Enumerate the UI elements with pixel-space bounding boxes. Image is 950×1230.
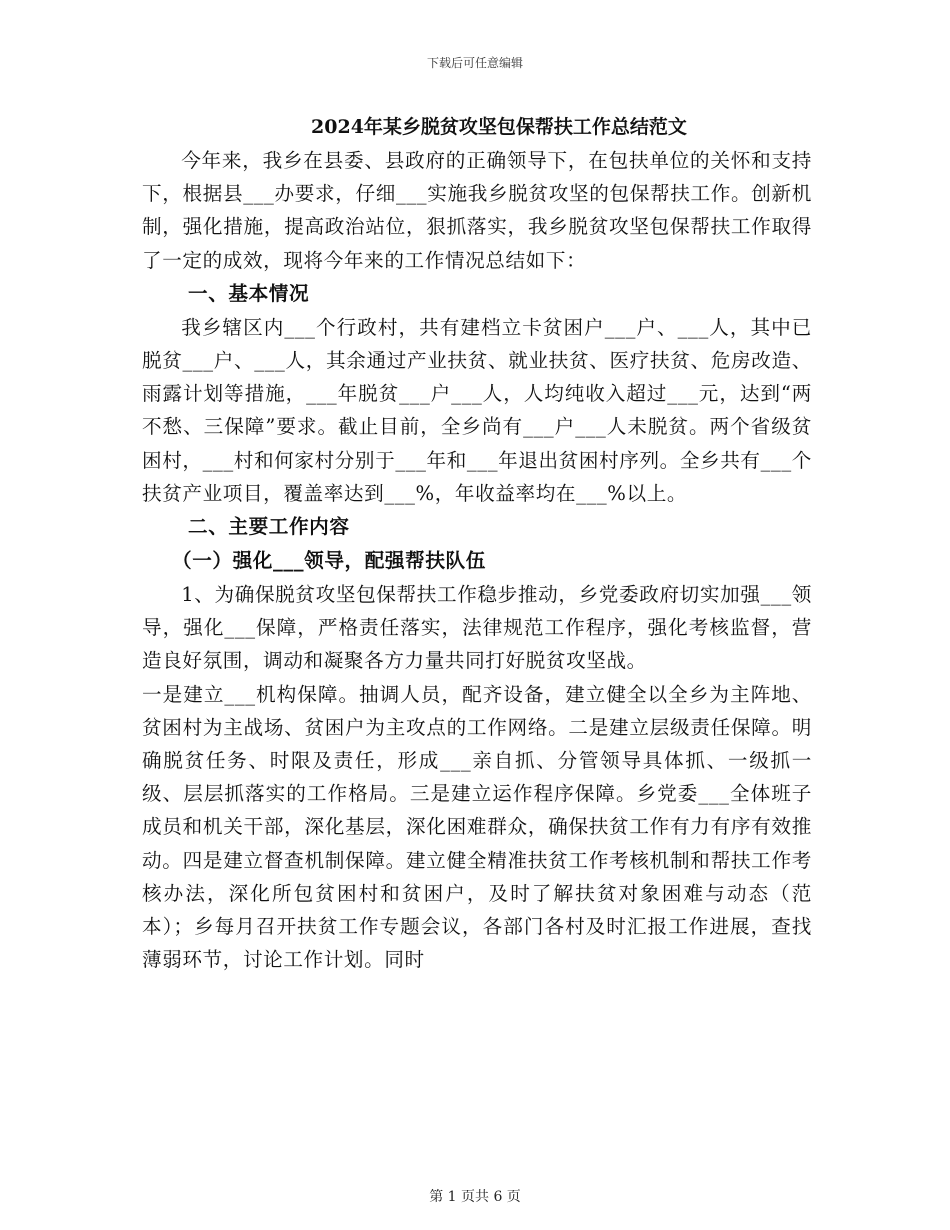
document-title: 2024年某乡脱贫攻坚包保帮扶工作总结范文 xyxy=(311,116,687,138)
page-number-footer: 第 1 页共 6 页 xyxy=(429,1189,521,1205)
page-header-note: 下载后可任意编辑 xyxy=(426,56,523,70)
section-heading-basic-situation: 一、基本情况 xyxy=(188,281,310,305)
subsection-heading-leadership: （一）强化___领导，配强帮扶队伍 xyxy=(172,549,486,573)
intro-paragraph: 今年来，我乡在县委、县政府的正确领导下，在包扶单位的关怀和支持下，根据县___办要求，仔细___实施我乡脱贫攻坚的包保帮扶工作。创新机制，强化措施，提高政治站位，狠抓落实，我乡脱贫攻坚包保帮扶工作取得了一定的成效，现将今年来的工作情况总结如下： xyxy=(142,149,812,272)
section-heading-main-work: 二、主要工作内容 xyxy=(188,515,350,539)
basic-situation-paragraph: 我乡辖区内___个行政村，共有建档立卡贫困户___户、___人，其中已脱贫___户、___人，其余通过产业扶贫、就业扶贫、医疗扶贫、危房改造、雨露计划等措施，___年脱贫___户___人，人均纯收入超过___元，达到“两不愁、三保障”要求。截止目前，全乡尚有___户___人未脱贫。两个省级贫困村，___村和何家村分别于___年和___年退出贫困村序列。全乡共有___个扶贫产业项目，覆盖率达到___%，年收益率均在___%以上。 xyxy=(142,315,812,505)
work-paragraph-1: 1、为确保脱贫攻坚包保帮扶工作稳步推动，乡党委政府切实加强___领导，强化___保障，严格责任落实，法律规范工作程序，强化考核监督，营造良好氛围，调动和凝聚各方力量共同打好脱贫攻坚战。 xyxy=(142,583,812,673)
work-paragraph-2: 一是建立___机构保障。抽调人员，配齐设备，建立健全以全乡为主阵地、贫困村为主战场、贫困户为主攻点的工作网络。二是建立层级责任保障。明确脱贫任务、时限及责任，形成___亲自抓、分管领导具体抓、一级抓一级、层层抓落实的工作格局。三是建立运作程序保障。乡党委___全体班子成员和机关干部，深化基层，深化困难群众，确保扶贫工作有力有序有效推动。四是建立督查机制保障。建立健全精准扶贫工作考核机制和帮扶工作考核办法，深化所包贫困村和贫困户，及时了解扶贫对象困难与动态（范本）；乡每月召开扶贫工作专题会议，各部门各村及时汇报工作进展，查找薄弱环节，讨论工作计划。同时 xyxy=(142,682,812,972)
document-body xyxy=(142,112,812,976)
